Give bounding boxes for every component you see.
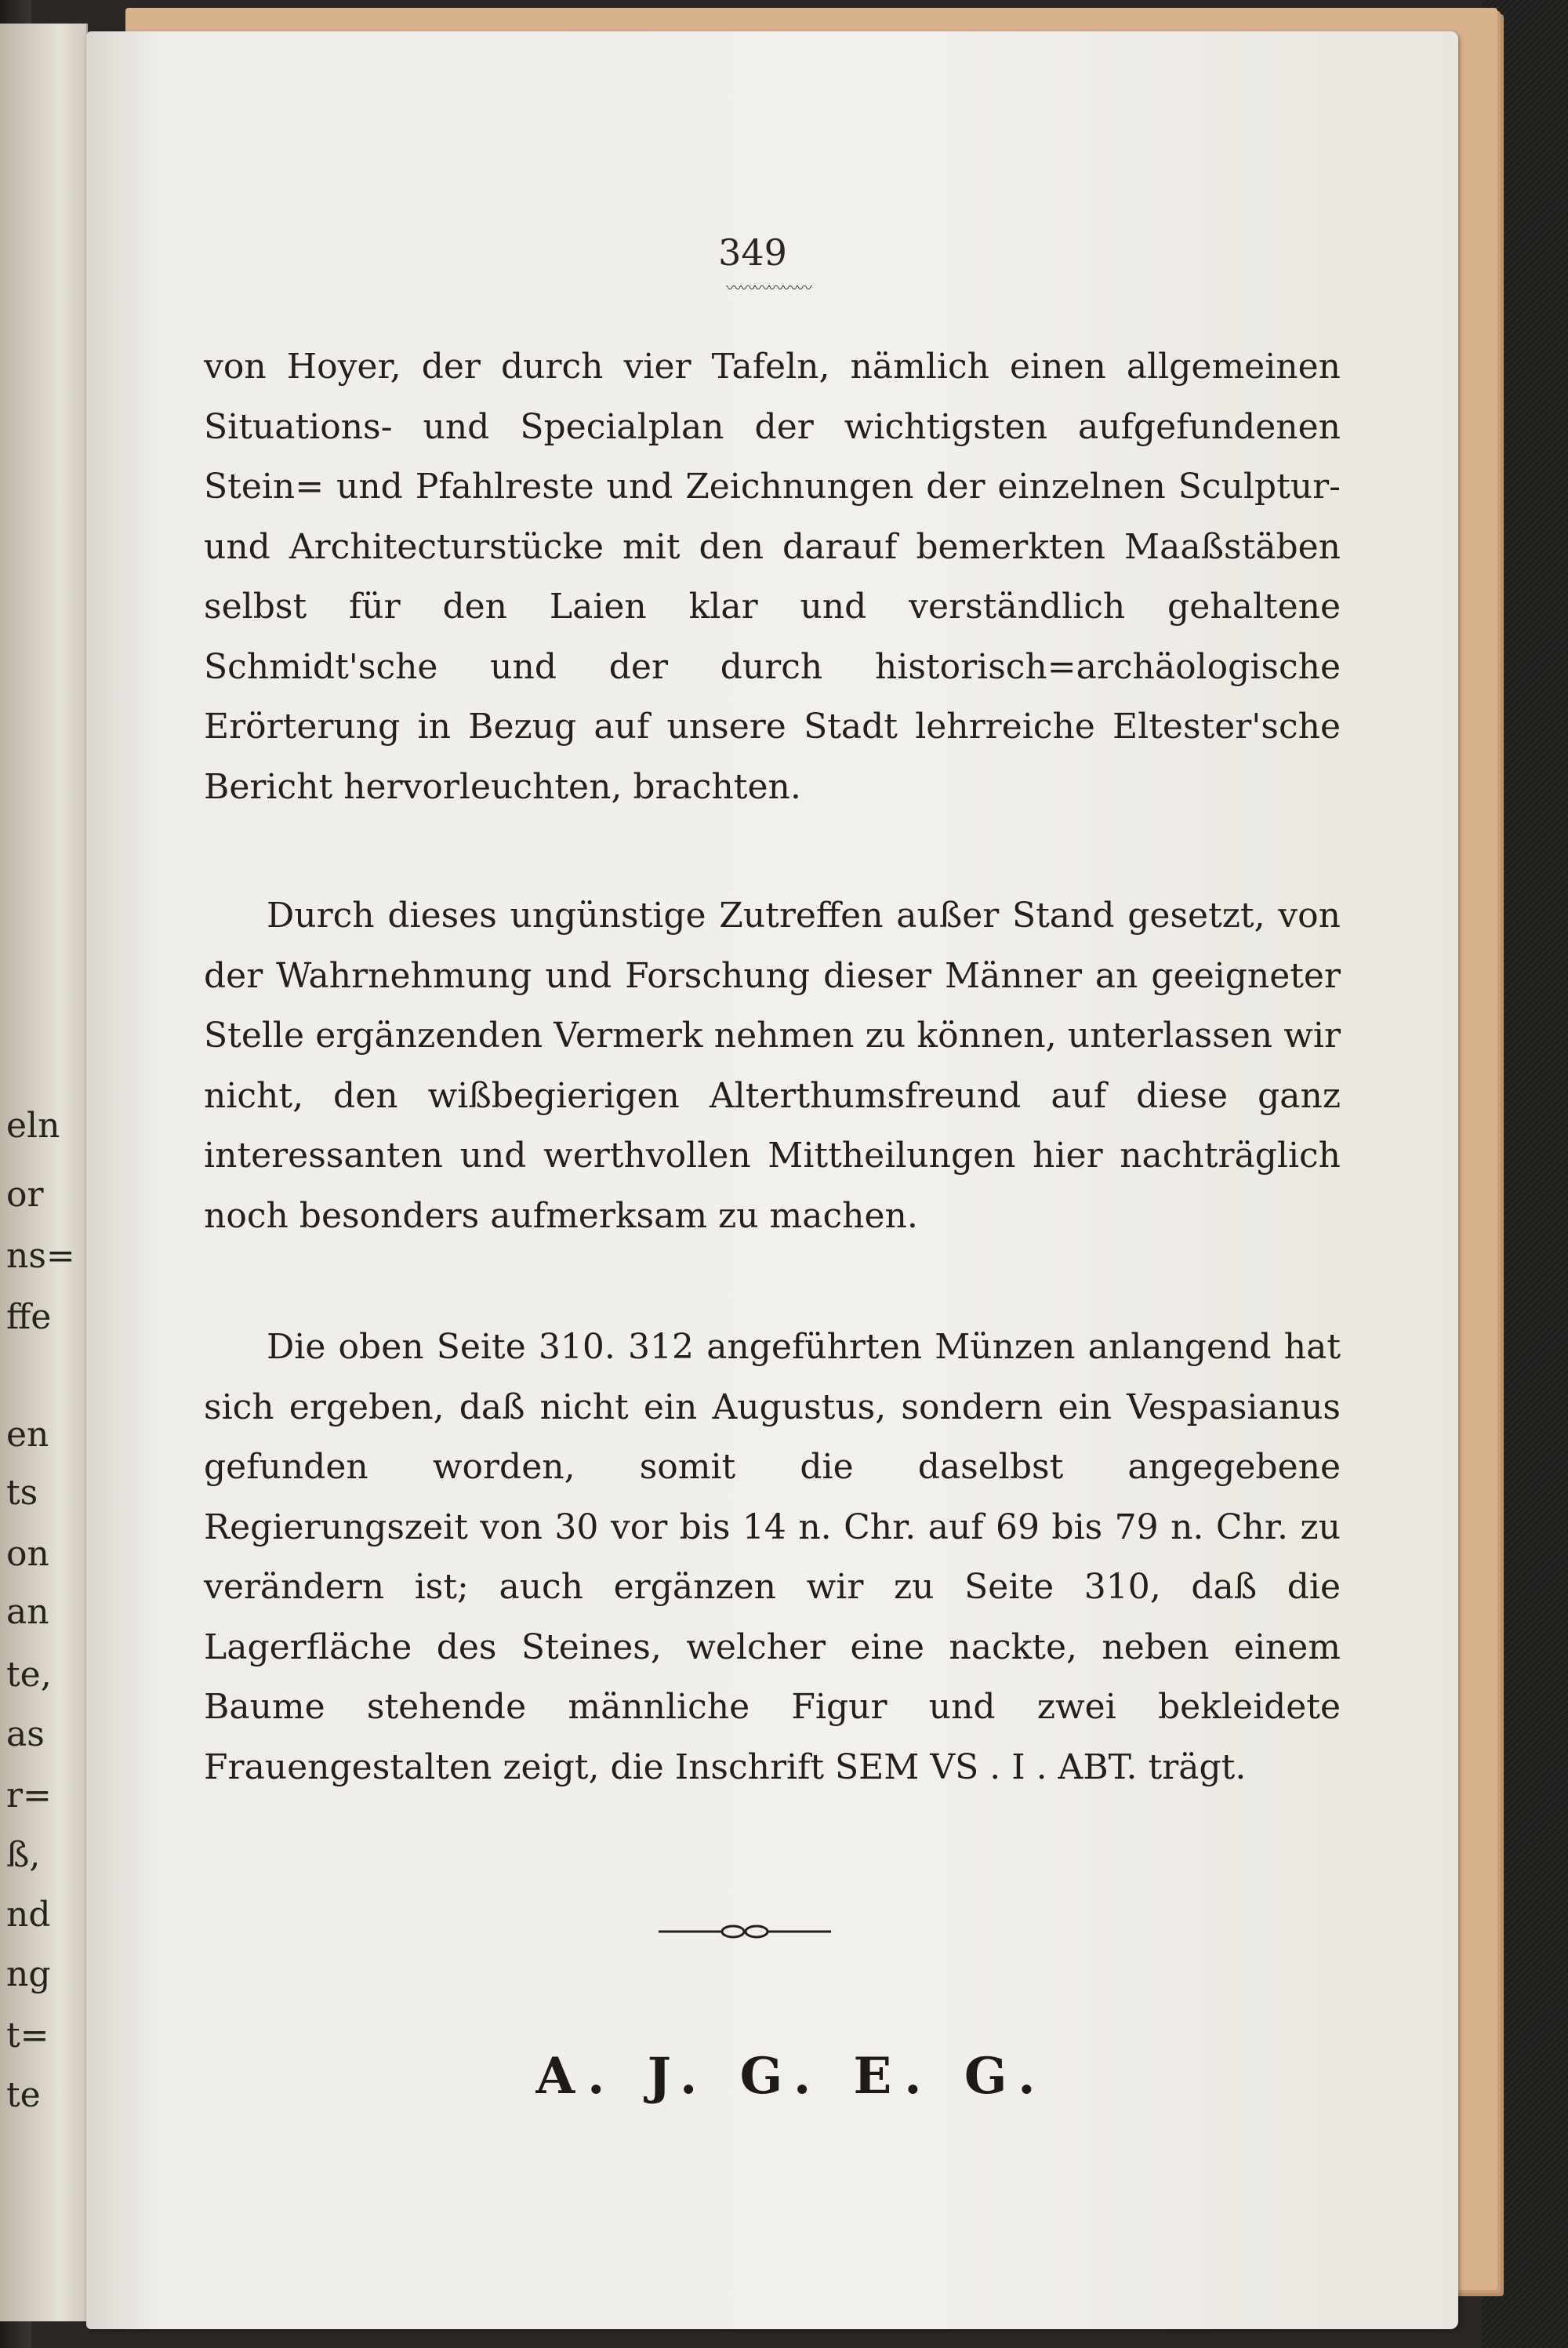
paragraph-durch: Durch dieses ungünstige Zutreffen außer Stand gesetzt, von der Wahrnehmung und Forschung dieser Männer an geeigneter Stelle ergänzenden Vermerk nehmen zu können, unterlassen wir nicht, den wißbegierigen Alterthumsfreund auf diese ganz interessanten und werthvollen Mittheilungen hier nachträglich noch besonders aufmerksam zu machen. xyxy=(204,896,1341,1236)
page-number: 349 xyxy=(718,231,787,274)
section-divider xyxy=(651,1920,839,1943)
previous-page-fragment: or xyxy=(6,1175,44,1215)
previous-page-fragment: on xyxy=(6,1534,49,1574)
previous-page-fragment: r= xyxy=(6,1776,52,1816)
previous-page-edge xyxy=(0,24,88,2321)
paragraph-continuation: von Hoyer, der durch vier Tafeln, nämlich einen allgemeinen Situations- und Specialplan der wichtigsten aufgefundenen Stein= und Pfahlreste und Zeichnungen der einzelnen Sculptur- und Architecturstücke mit den darauf bemerkten Maaßstäben selbst für den Laien klar und verständlich gehaltene Schmidt'sche und der durch historisch=archäologische Erörterung in Bezug auf unsere Stadt lehrreiche Eltester'sche Bericht hervorleuchten, brachten. xyxy=(204,347,1341,807)
previous-page-fragment: t= xyxy=(6,2015,49,2055)
previous-page-fragment: nd xyxy=(6,1895,51,1935)
previous-page-fragment: te xyxy=(6,2075,41,2115)
previous-page-fragment: as xyxy=(6,1714,45,1754)
previous-page-fragment: an xyxy=(6,1592,49,1632)
paragraph-muenzen: Die oben Seite 310. 312 angeführten Münzen anlangend hat sich ergeben, daß nicht ein Augustus, sondern ein Vespasianus gefunden worden, somit die daselbst angegebene Regierungszeit von 30 vor bis 14 n. Chr. auf 69 bis 79 n. Chr. zu verändern ist; auch ergänzen wir zu Seite 310, daß die Lagerfläche des Steines, welcher eine nackte, neben einem Baume stehende männliche Figur und zwei bekleidete Frauengestalten zeigt, die Inschrift SEM VS . I . ABT. trägt. xyxy=(204,1327,1341,1787)
previous-page-fragment: ffe xyxy=(6,1297,52,1337)
previous-page-fragment: te, xyxy=(6,1655,52,1695)
previous-page-fragment: ns= xyxy=(6,1236,75,1276)
previous-page-fragment: ß, xyxy=(6,1835,41,1875)
previous-page-fragment: ng xyxy=(6,1954,51,1994)
previous-page-fragment: en xyxy=(6,1415,49,1455)
page-number-ornament: 〰〰〰〰〰〰 xyxy=(726,278,811,297)
book-page xyxy=(86,31,1458,2329)
author-initials: A. J. G. E. G. xyxy=(535,2047,1048,2106)
previous-page-fragment: ts xyxy=(6,1473,38,1513)
previous-page-fragment: eln xyxy=(6,1106,60,1146)
